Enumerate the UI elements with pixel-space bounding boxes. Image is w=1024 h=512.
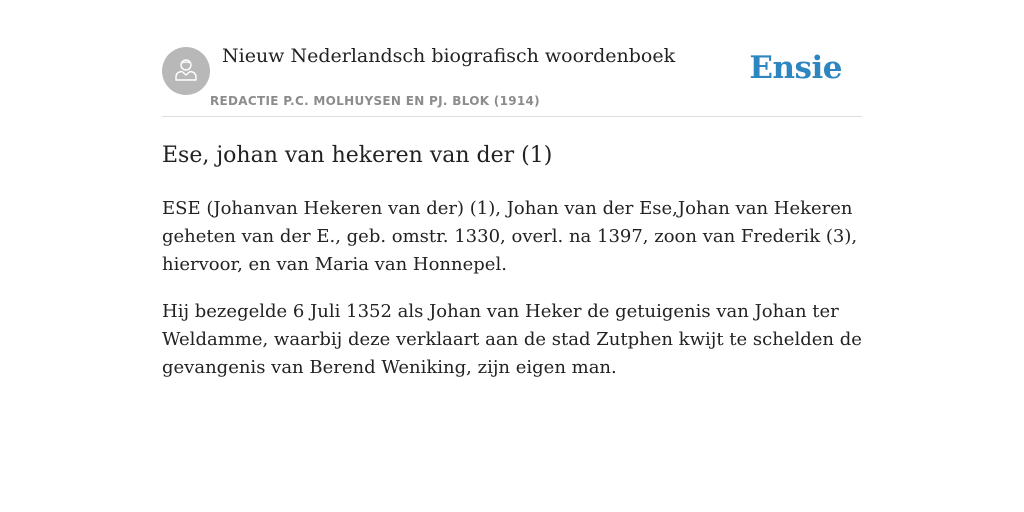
- avatar[interactable]: [162, 47, 210, 95]
- article-paragraph: Hij bezegelde 6 Juli 1352 als Johan van Heker de getuigenis van Johan ter Weldamme, waarbij deze verklaart aan de stad Zutphen kwijt te schelden de gevangenis van Berend Weniking, zijn eigen man.: [162, 301, 862, 378]
- source-editors: REDACTIE P.C. MOLHUYSEN EN PJ. BLOK (1914): [210, 94, 540, 108]
- source-header: [162, 0, 862, 117]
- article-title: Ese, johan van hekeren van der (1): [162, 143, 553, 168]
- page: [162, 0, 862, 382]
- article-paragraph: ESE (Johanvan Hekeren van der) (1), Johan van der Ese,Johan van Hekeren geheten van der E., geb. omstr. 1330, overl. na 1397, zoon van Frederik (3), hiervoor, en van Maria van Honnepel.: [162, 198, 858, 275]
- user-silhouette-icon: [173, 56, 199, 86]
- ensie-logo[interactable]: Ensie: [749, 50, 842, 86]
- source-title[interactable]: Nieuw Nederlandsch biografisch woordenboek: [222, 45, 676, 67]
